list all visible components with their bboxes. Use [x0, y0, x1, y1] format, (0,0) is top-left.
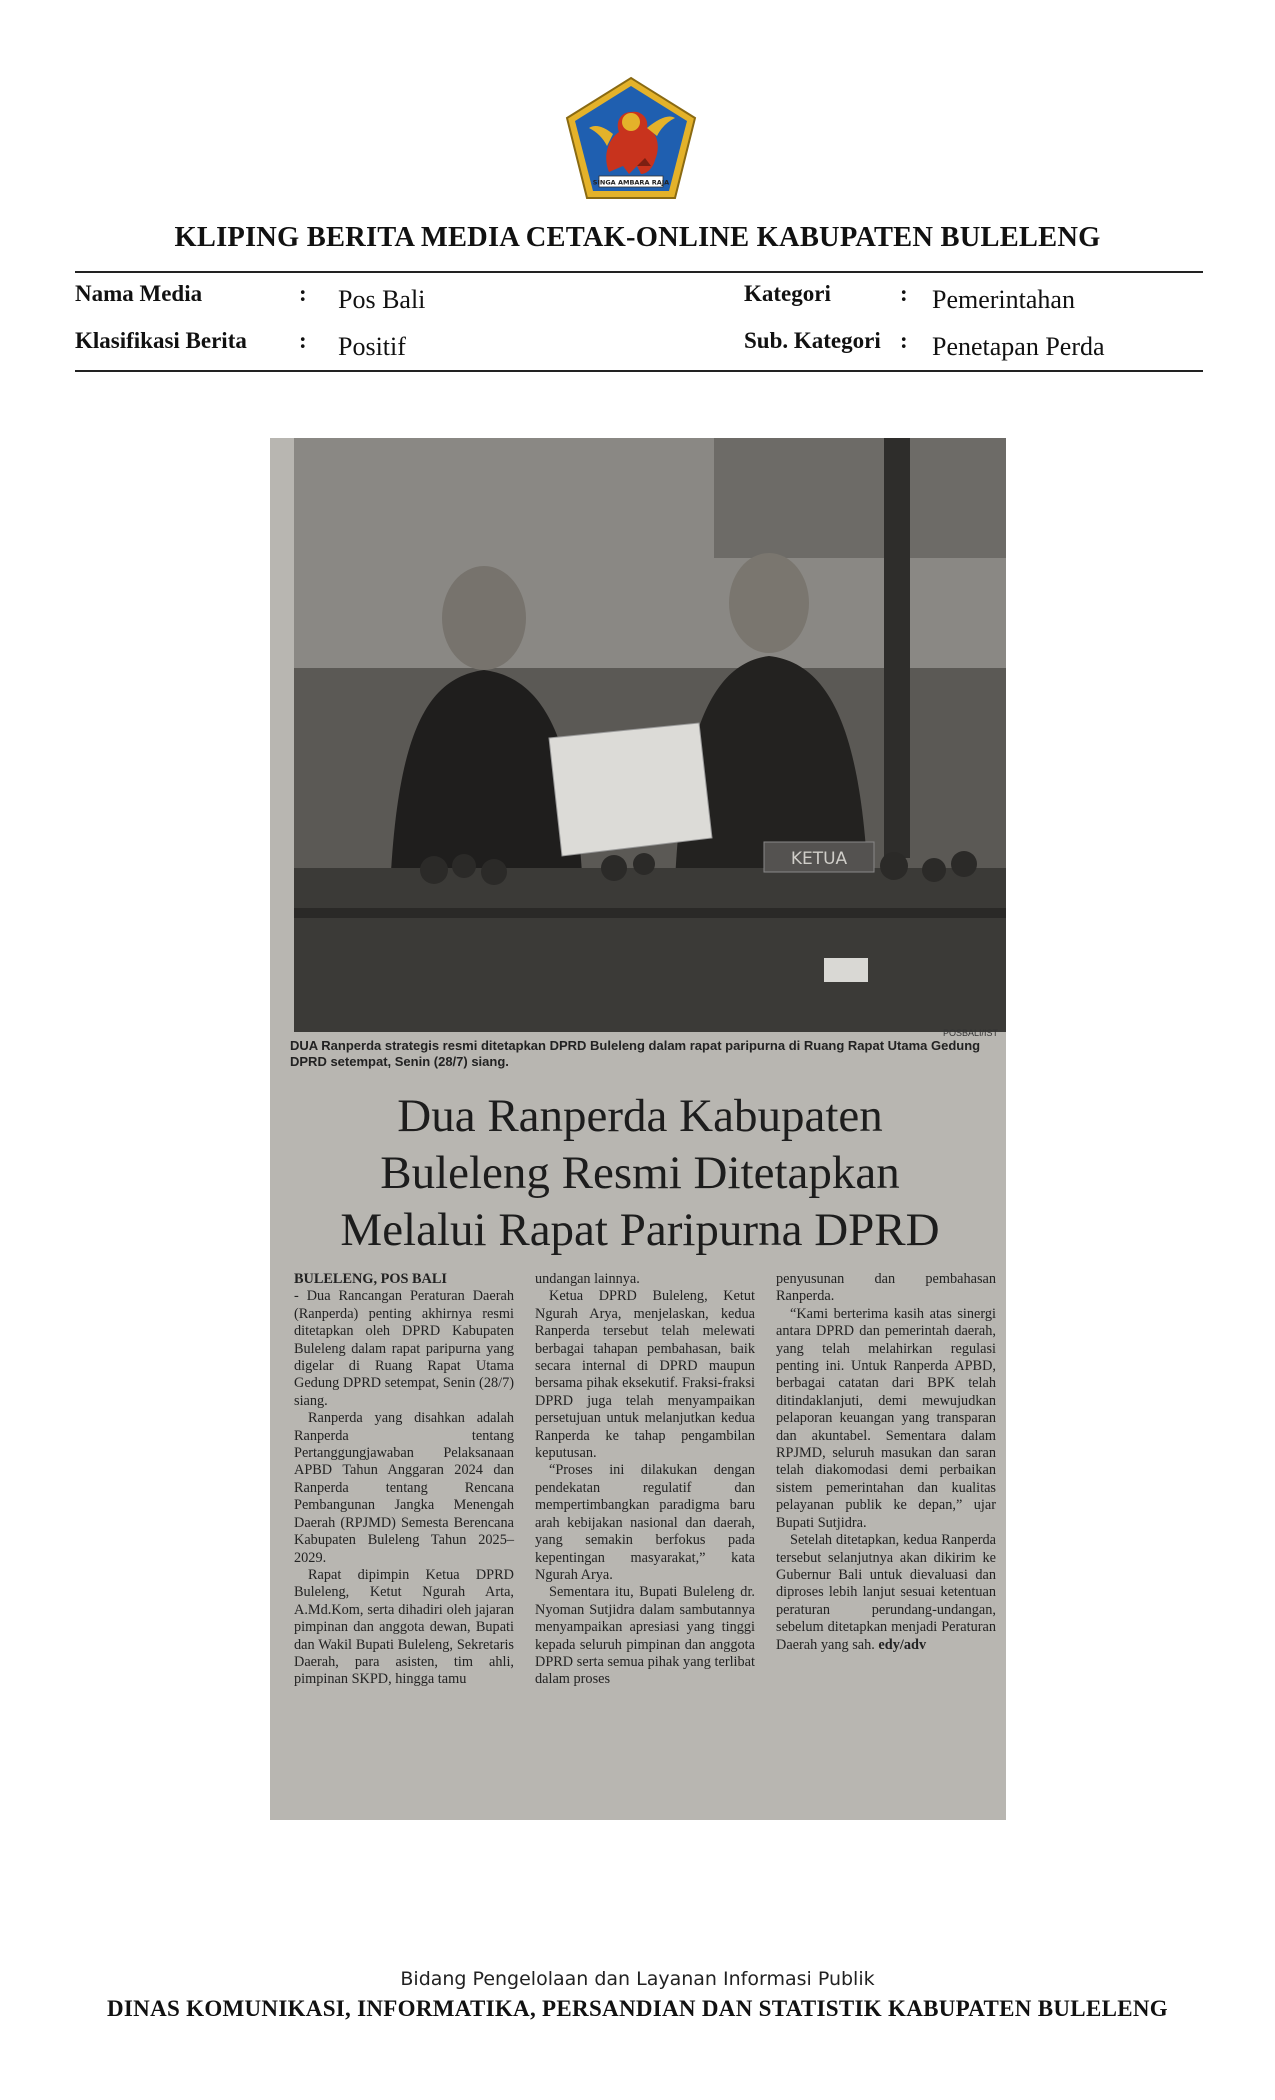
footer-agency: DINAS KOMUNIKASI, INFORMATIKA, PERSANDIAN DAN STATISTIK KABUPATEN BULELENG: [107, 1996, 1168, 2021]
sub-kategori-colon: :: [900, 328, 908, 353]
kategori-colon: :: [900, 281, 908, 306]
article-column-3: [776, 1271, 996, 1654]
nama-media-value: Pos Bali: [338, 285, 426, 314]
col2-paragraph-1: undangan lainnya.: [535, 1271, 640, 1287]
author-signoff: edy/adv: [878, 1636, 927, 1653]
article-headline: [280, 1088, 1000, 1259]
sub-kategori-label: Sub. Kategori: [744, 328, 881, 353]
klasifikasi-value: Positif: [338, 332, 406, 361]
singa-ambara-raja-crest-icon: [563, 74, 699, 204]
klasifikasi-label: Klasifikasi Berita: [75, 328, 247, 353]
regency-crest-logo: [563, 74, 699, 204]
kategori-value: Pemerintahan: [932, 285, 1075, 314]
col1-paragraph-1: - Dua Rancangan Peraturan Daerah (Ranperda) penting akhirnya resmi ditetapkan oleh DPRD Kabupaten Buleleng dalam rapat paripurna yang digelar di Ruang Rapat Utama Gedung DPRD setempat, Senin (28/7) siang.: [294, 1288, 514, 1409]
article-column-2: [535, 1271, 755, 1689]
headline-line-3: Melalui Rapat Paripurna DPRD: [340, 1204, 940, 1256]
col1-paragraph-3: Rapat dipimpin Ketua DPRD Buleleng, Ketut Ngurah Arta, A.Md.Kom, serta dihadiri oleh jajaran pimpinan dan anggota dewan, Bupati dan Wakil Bupati Buleleng, Sekretaris Daerah, para asisten, tim ahli, pimpinan SKPD, hingga tamu: [294, 1566, 514, 1688]
article-column-1: [294, 1271, 514, 1689]
bottom-divider: [75, 370, 1203, 372]
kategori-label: Kategori: [744, 281, 831, 306]
nama-media-colon: :: [299, 281, 307, 306]
col2-paragraph-2: Ketua DPRD Buleleng, Ketut Ngurah Arya, menjelaskan, kedua Ranperda tersebut telah melewati berbagai tahapan pembahasan, baik secara internal di DPRD maupun bersama pihak eksekutif. Fraksi-fraksi DPRD juga telah menyampaikan persetujuan untuk melanjutkan kedua Ranperda ke tahap pengambilan keputusan.: [535, 1288, 755, 1462]
col2-paragraph-4: Sementara itu, Bupati Buleleng dr. Nyoman Sutjidra dalam sambutannya menyampaikan apresiasi yang tinggi kepada seluruh pimpinan dan anggota DPRD serta semua pihak yang terlibat dalam proses: [535, 1584, 755, 1688]
newspaper-clipping: [270, 438, 1006, 1820]
col3-paragraph-3-text: Setelah ditetapkan, kedua Ranperda tersebut selanjutnya akan dikirim ke Gubernur Bali untuk dievaluasi dan diproses lebih lanjut sesuai ketentuan peraturan perundang-undangan, sebelum ditetapkan menjadi Peraturan Daerah yang sah.: [776, 1532, 996, 1653]
page-title: KLIPING BERITA MEDIA CETAK-ONLINE KABUPATEN BULELENG: [174, 222, 1101, 253]
headline-line-1: Dua Ranperda Kabupaten: [397, 1090, 883, 1142]
news-photo: [294, 438, 1006, 1032]
dateline: BULELENG, POS BALI: [294, 1271, 447, 1287]
klasifikasi-colon: :: [299, 328, 307, 353]
top-divider: [75, 271, 1203, 273]
col3-paragraph-2: “Kami berterima kasih atas sinergi antara DPRD dan pemerintah daerah, yang telah melahirkan regulasi penting ini. Untuk Ranperda APBD, berbagai catatan dari BPK telah ditindaklanjuti, demi mewujudkan pelaporan keuangan yang transparan dan akuntabel. Sementara dalam RPJMD, seluruh masukan dan saran telah diakomodasi demi perbaikan sistem pemerintahan dan kualitas pelayanan publik ke depan,” ujar Bupati Sutjidra.: [776, 1305, 996, 1531]
photo-caption: DUA Ranperda strategis resmi ditetapkan DPRD Buleleng dalam rapat paripurna di Ruang Rapat Utama Gedung DPRD setempat, Senin (28/7) siang.: [290, 1038, 981, 1069]
nama-media-label: Nama Media: [75, 281, 203, 306]
col2-paragraph-3: “Proses ini dilakukan dengan pendekatan regulatif dan mempertimbangkan paradigma baru arah kebijakan nasional dan daerah, yang semakin berfokus pada kepentingan masyarakat,” kata Ngurah Arya.: [535, 1462, 755, 1583]
desk-sign-text: KETUA: [790, 849, 848, 869]
crest-motto: SINGA AMBARA RAJA: [592, 178, 670, 187]
photo-credit: POSBALI/IST: [942, 1028, 998, 1038]
col1-paragraph-2: Ranperda yang disahkan adalah Ranperda tentang Pertanggungjawaban Pelaksanaan APBD Tahun Anggaran 2024 dan Ranperda tentang Rencana Pembangunan Jangka Menengah Daerah (RPJMD) Semesta Berencana Kabupaten Buleleng Tahun 2025–2029.: [294, 1410, 514, 1566]
col3-paragraph-1: penyusunan dan pembahasan Ranperda.: [776, 1271, 996, 1305]
news-photo-illustration: [294, 438, 1006, 1032]
col3-paragraph-3: [776, 1532, 996, 1654]
headline-line-2: Buleleng Resmi Ditetapkan: [380, 1147, 900, 1199]
footer-division: Bidang Pengelolaan dan Layanan Informasi Publik: [400, 1968, 875, 1990]
sub-kategori-value: Penetapan Perda: [932, 332, 1105, 361]
